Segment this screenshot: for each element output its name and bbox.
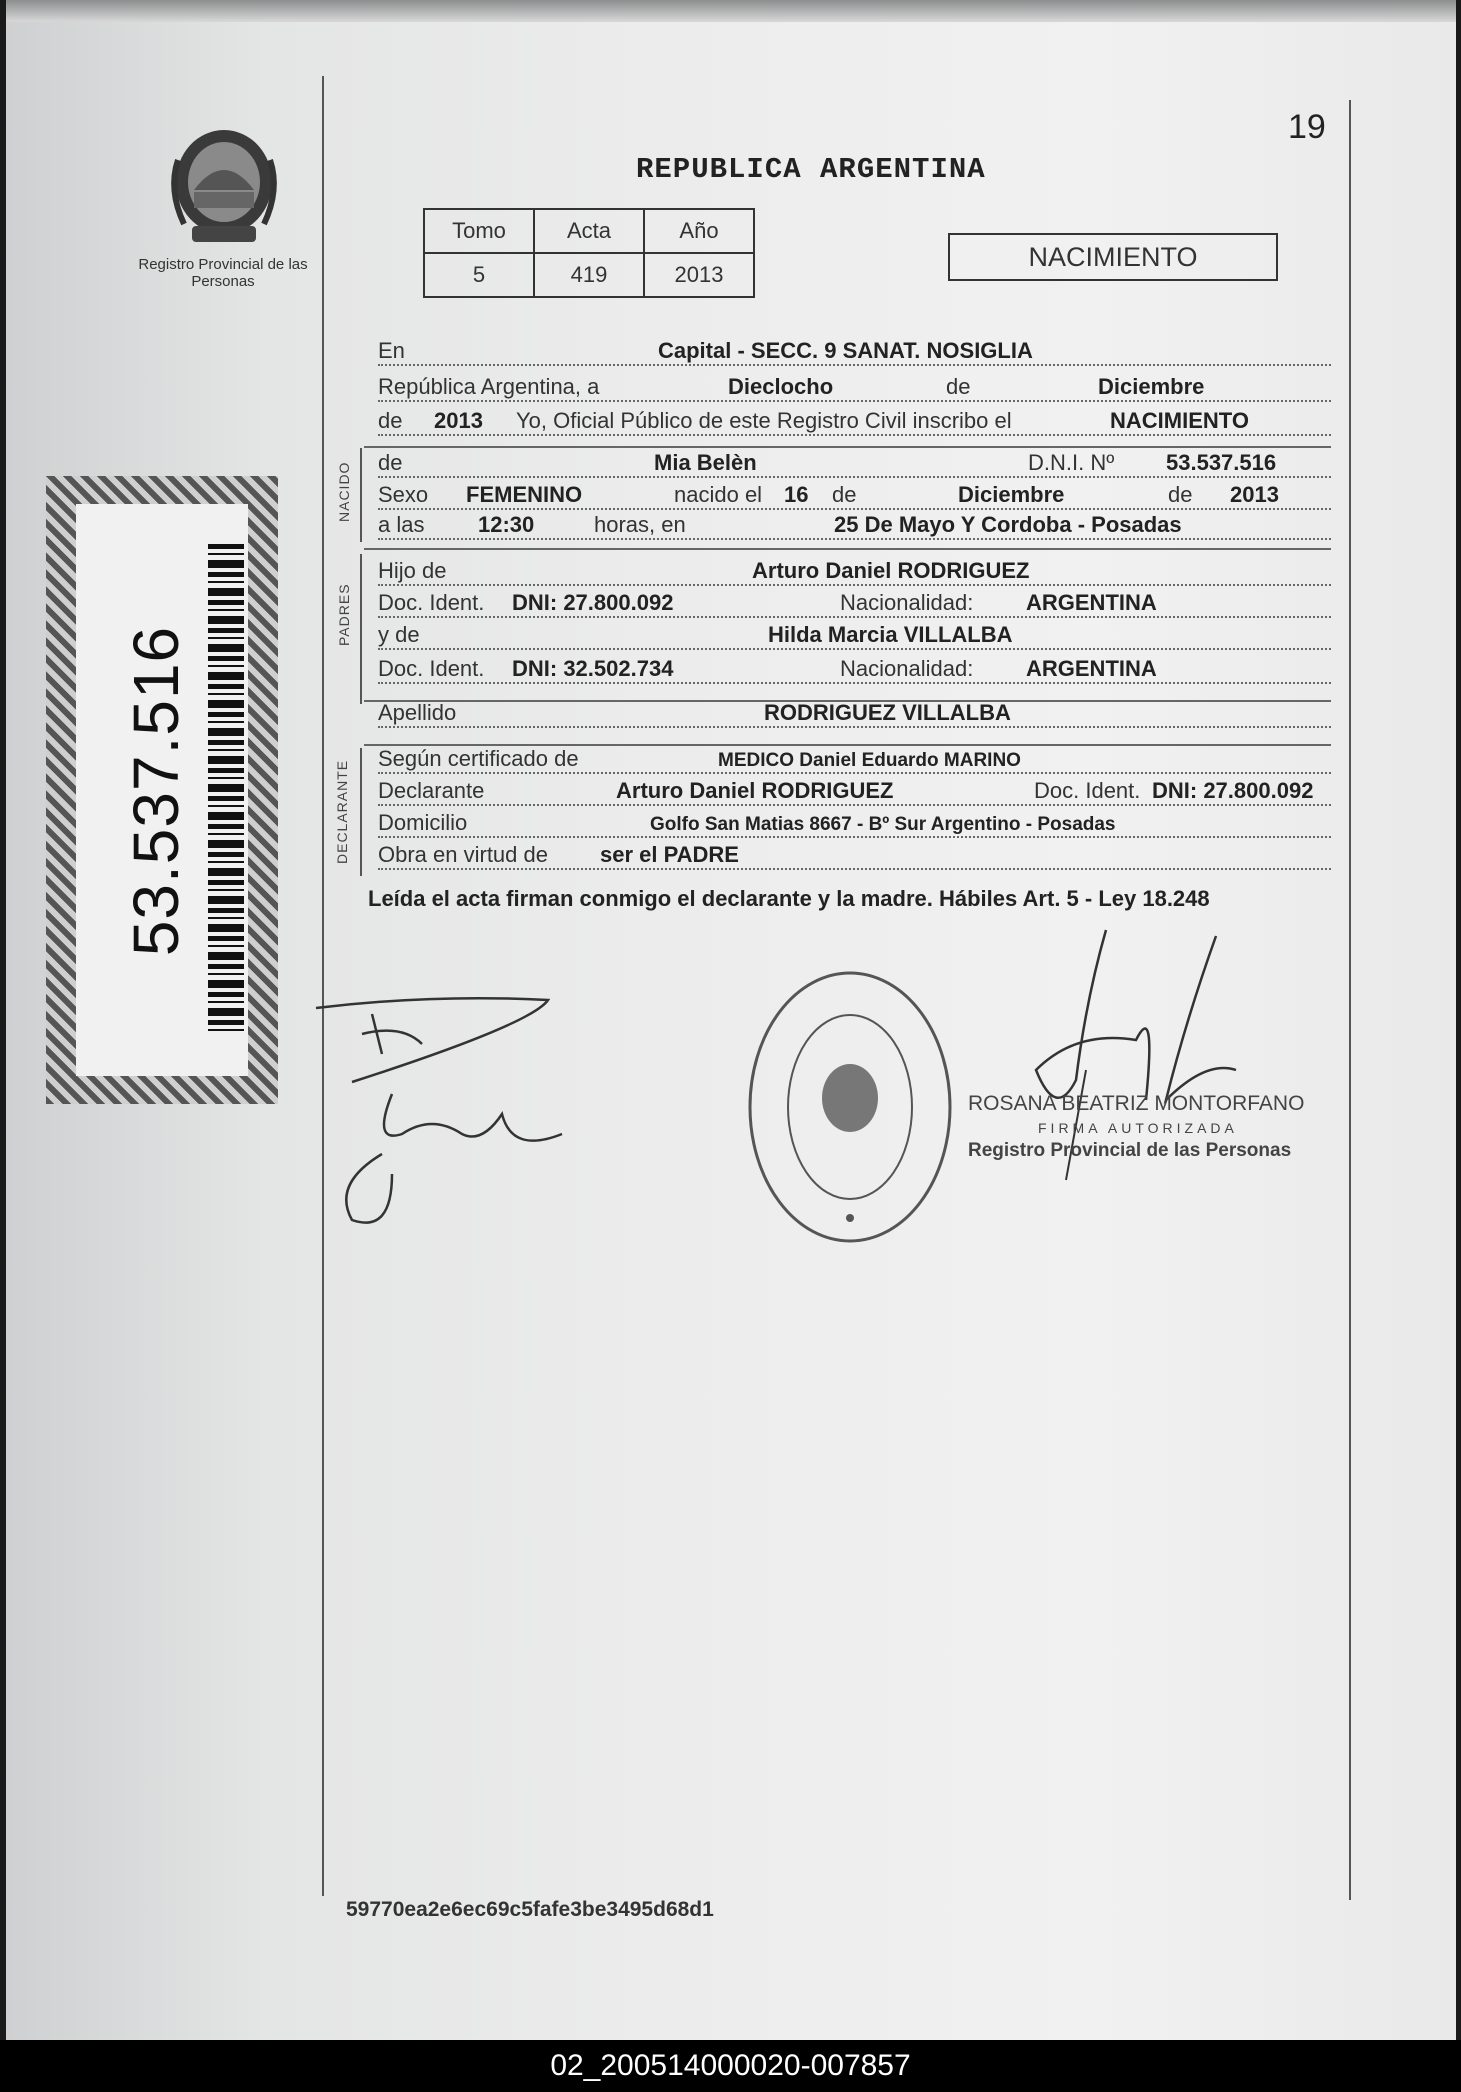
hijo-de-label: Hijo de xyxy=(378,558,447,583)
official-stamp xyxy=(746,968,954,1246)
row-sexo xyxy=(378,480,1331,514)
right-margin-rule xyxy=(1349,100,1351,1900)
official-office: Registro Provincial de las Personas xyxy=(968,1140,1292,1161)
horas-label: horas, en xyxy=(594,512,686,537)
republica-label: República Argentina, a xyxy=(378,374,600,399)
dni-label: D.N.I. Nº xyxy=(1028,450,1115,475)
segun-label: Según certificado de xyxy=(378,746,579,771)
decl-doc-value: DNI: 27.800.092 xyxy=(1152,778,1314,803)
segun-value: MEDICO Daniel Eduardo MARINO xyxy=(718,750,1021,771)
row-declarante xyxy=(378,776,1331,810)
mother-nat-label: Nacionalidad: xyxy=(840,656,974,681)
decl-doc-label: Doc. Ident. xyxy=(1034,778,1141,803)
row-hijo-de xyxy=(378,556,1331,590)
padres-label: PADRES xyxy=(336,583,352,646)
top-shadow xyxy=(6,0,1456,22)
nacido-el-label: nacido el xyxy=(674,482,763,507)
birth-year: 2013 xyxy=(1230,482,1279,507)
barcode-number: 53.537.516 xyxy=(120,625,192,957)
obra-value: ser el PADRE xyxy=(600,842,739,867)
row-apellido xyxy=(378,698,1331,732)
mother-doc: DNI: 32.502.734 xyxy=(512,656,674,681)
logo-caption: Registro Provincial de las Personas xyxy=(138,256,308,290)
tomo-value: 5 xyxy=(424,253,534,297)
row-hora xyxy=(378,510,1331,544)
mother-nationality: ARGENTINA xyxy=(1026,656,1157,681)
father-name: Arturo Daniel RODRIGUEZ xyxy=(752,558,1030,583)
declarante-field-label: Declarante xyxy=(378,778,485,803)
oficial-text: Yo, Oficial Público de este Registro Civil inscribo el xyxy=(516,408,1012,433)
dni-value: 53.537.516 xyxy=(1166,450,1277,475)
father-nationality: ARGENTINA xyxy=(1026,590,1157,615)
month-word: Diciembre xyxy=(1098,374,1205,399)
anio-header: Año xyxy=(644,209,754,253)
birth-time: 12:30 xyxy=(478,512,535,537)
father-nat-label: Nacionalidad: xyxy=(840,590,974,615)
barcode-frame xyxy=(46,476,278,1104)
padres-sidebar xyxy=(360,554,362,704)
child-name: Mia Belèn xyxy=(654,450,757,475)
misiones-seal-logo xyxy=(164,120,284,250)
legal-text: Leída el acta firman conmigo el declarante y la madre. Hábiles Art. 5 - Ley 18.248 xyxy=(368,886,1210,911)
section-separator xyxy=(364,548,1331,550)
record-type-box: NACIMIENTO xyxy=(948,233,1278,281)
birth-de2-label: de xyxy=(1168,482,1193,507)
row-segun xyxy=(378,744,1331,778)
document-hash: 59770ea2e6ec69c5fafe3be3495d68d1 xyxy=(346,1898,714,1921)
tomo-header: Tomo xyxy=(424,209,534,253)
footer-id: 02_200514000020-007857 xyxy=(0,2040,1461,2092)
sexo-value: FEMENINO xyxy=(466,482,583,507)
anio-value: 2013 xyxy=(644,253,754,297)
birth-month: Diciembre xyxy=(958,482,1065,507)
birth-de-label: de xyxy=(832,482,857,507)
name-de-label: de xyxy=(378,450,403,475)
en-value: Capital - SECC. 9 SANAT. NOSIGLIA xyxy=(658,338,1033,363)
apellido-value: RODRIGUEZ VILLALBA xyxy=(764,700,1011,725)
row-obra xyxy=(378,840,1331,874)
nacido-label: NACIDO xyxy=(336,461,352,522)
declarante-sidebar xyxy=(360,748,362,876)
birth-place: 25 De Mayo Y Cordoba - Posadas xyxy=(834,512,1182,537)
year-de-label: de xyxy=(378,408,403,433)
y-de-label: y de xyxy=(378,622,420,647)
acta-header: Acta xyxy=(534,209,644,253)
father-doc-label: Doc. Ident. xyxy=(378,590,485,615)
registry-table xyxy=(423,208,755,298)
apellido-label: Apellido xyxy=(378,700,457,725)
sexo-label: Sexo xyxy=(378,482,429,507)
row-name xyxy=(378,448,1331,482)
declarante-value: Arturo Daniel RODRIGUEZ xyxy=(616,778,894,803)
nacido-sidebar xyxy=(360,448,362,542)
mother-doc-label: Doc. Ident. xyxy=(378,656,485,681)
page-number: 19 xyxy=(1288,108,1326,146)
row-en xyxy=(378,336,1331,370)
country-title: REPUBLICA ARGENTINA xyxy=(636,153,986,186)
row-y-de xyxy=(378,620,1331,654)
acta-value: 419 xyxy=(534,253,644,297)
a-las-label: a las xyxy=(378,512,425,537)
obra-label: Obra en virtud de xyxy=(378,842,548,867)
row-oficial xyxy=(378,406,1331,440)
mother-name: Hilda Marcia VILLALBA xyxy=(768,622,1013,647)
row-mother-doc xyxy=(378,654,1331,688)
day-word: Dieclocho xyxy=(728,374,834,399)
en-label: En xyxy=(378,338,405,363)
barcode-panel xyxy=(76,504,248,1076)
row-domicilio xyxy=(378,808,1331,842)
declarant-signature xyxy=(312,984,572,1244)
father-doc: DNI: 27.800.092 xyxy=(512,590,674,615)
domicilio-value: Golfo San Matias 8667 - Bº Sur Argentino - Posadas xyxy=(650,814,1116,835)
year-value: 2013 xyxy=(434,408,483,433)
inscribe-value: NACIMIENTO xyxy=(1110,408,1249,433)
domicilio-label: Domicilio xyxy=(378,810,468,835)
row-republica xyxy=(378,372,1331,406)
official-title: FIRMA AUTORIZADA xyxy=(1038,1120,1238,1136)
de-label: de xyxy=(946,374,971,399)
official-name: ROSANA BEATRIZ MONTORFANO xyxy=(968,1092,1305,1115)
barcode-bars xyxy=(208,544,244,1034)
birth-day: 16 xyxy=(784,482,809,507)
row-father-doc xyxy=(378,588,1331,622)
declarante-label: DECLARANTE xyxy=(334,759,350,864)
document-sheet xyxy=(6,0,1456,2040)
